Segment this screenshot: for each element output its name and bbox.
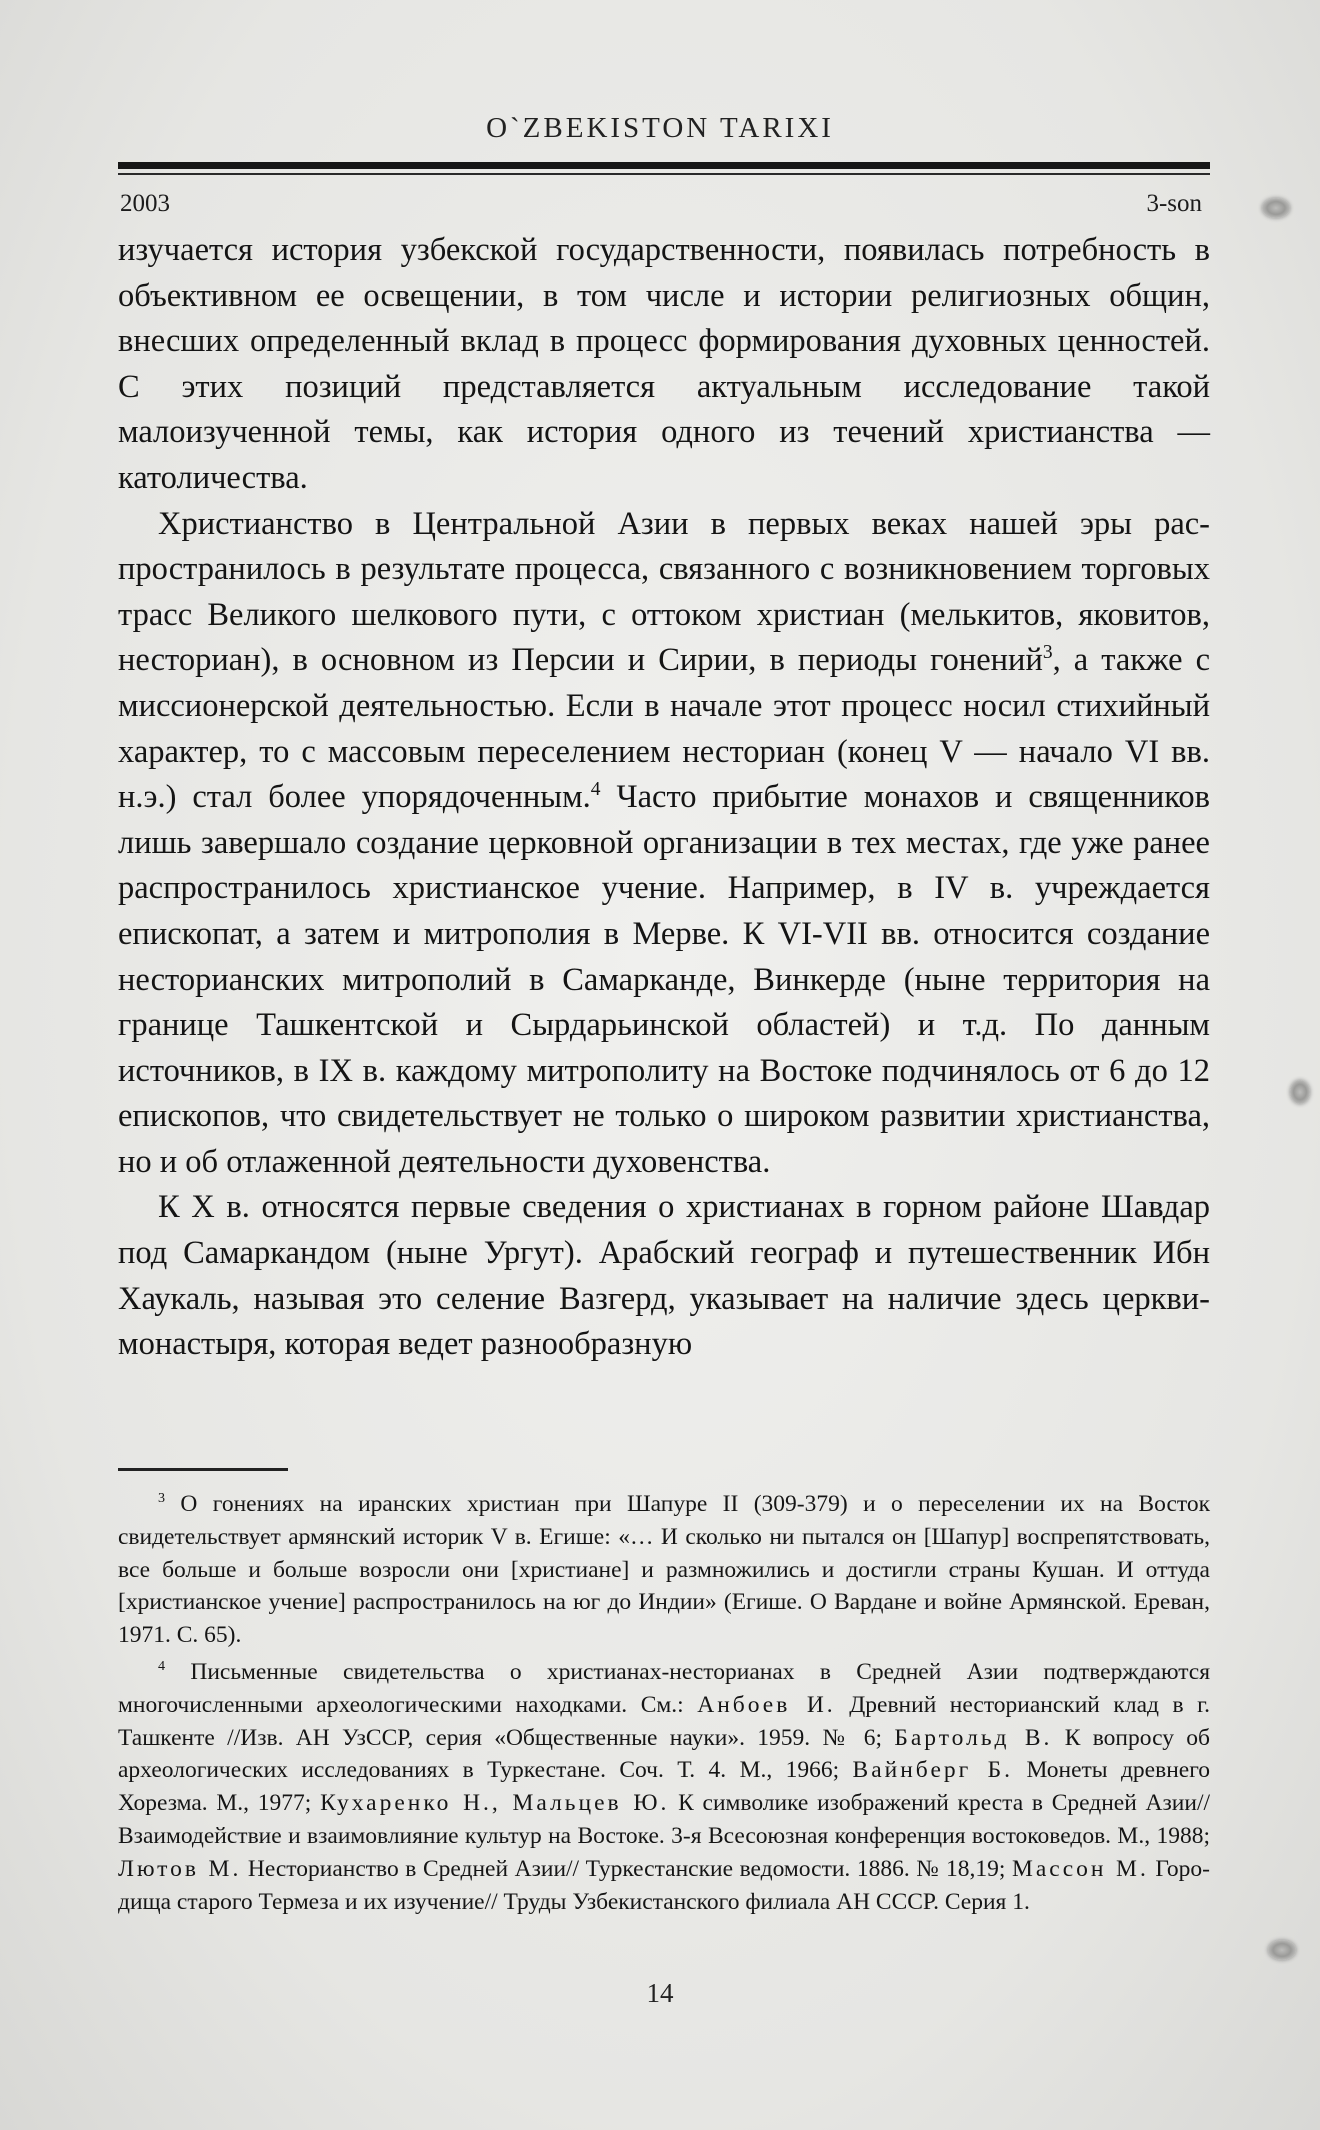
footnote-ref-3: 3 <box>1042 642 1053 664</box>
footnote-4-author-1: Анбоев И. <box>697 1691 836 1718</box>
footnote-4-text-4: Монеты древнего Хорезма. М., 1977; <box>118 1757 1211 1817</box>
footnote-4-text-6: Несторианство в Средней Азии// Туркестанские ведомости. 1886. № 18,19; <box>241 1855 1012 1882</box>
footnote-4-text-2: Древний несторианский клад в г. Ташкенте //Изв. АН УзССР, серия «Общественные науки». 1959. № 6; <box>118 1691 1210 1751</box>
footnote-4-author-3: Вайнберг Б. <box>852 1757 1014 1784</box>
issue-number: 3-son <box>1146 190 1202 217</box>
footnote-4-marker: 4 <box>158 1658 166 1675</box>
binding-hole-middle <box>1290 1080 1310 1104</box>
footnote-4-text-1: Письменные свидетельства о христианах-несторианах в Средней Азии подтверждаются многочисленными археологическими находками. См.: <box>118 1658 1210 1718</box>
footnote-3 <box>118 1488 1210 1652</box>
paragraph-2-text-b: , а также с миссионерской деятельностью. Если в начале этот процесс носил стихийный характер, то с массовым переселением несториан (конец V — начало VI вв. н.э.) стал более упорядоченным. <box>118 642 1210 816</box>
footnote-4-author-5: Лютов М. <box>118 1855 242 1882</box>
footnote-4-text-5: К символике изображений креста в Средней Азии// Взаимодействие и взаимовлияние культур на Востоке. 3-я Всесоюзная конференция востоковедов. М., 1988; <box>118 1790 1210 1849</box>
footnote-3-marker: 3 <box>158 1490 166 1507</box>
paragraph-3: К X в. относятся первые сведения о христианах в горном районе Шавдар под Самаркандом (ныне Ургут). Арабский географ и путешественник Ибн Хаукаль, называя это селение Вазгерд, указывает на наличие здесь церкви-монастыря, которая ведет разнообразную <box>118 1189 1210 1363</box>
footnote-ref-4: 4 <box>590 779 601 801</box>
footnote-4-author-6: Массон М. <box>1011 1855 1149 1882</box>
journal-title: O`ZBEKISTON TARIXI <box>486 112 834 144</box>
paragraph-2-text-c: Часто прибытие монахов и священников лишь завершало создание церковной организации в тех местах, где уже ранее распространилось христианское учение. Например, в IV в. учреждается епископат, а затем и митрополия в Мерве. К VI-VII вв. относится создание несторианских митрополий в Самарканде, Винкерде (ныне территория на границе Ташкентской и Сырдарьинской областей) и т.д. По данным источников, в IX в. каждому митрополиту на Востоке подчинялось от 6 до 12 епископов, что свидетельствует не только о широком развитии христианства, но и об отлаженной деятельности духовенства. <box>118 779 1210 1180</box>
header-rule-thick <box>118 162 1210 169</box>
footnote-separator <box>118 1468 288 1471</box>
footnote-4-author-2: Бартольд В. <box>894 1724 1053 1751</box>
paragraph-1: изучается история узбекской государственности, появилась потребность в объективном ее освещении, в том числе и истории религиозных общин, внесших определенный вклад в процесс формирования духовных ценностей. С этих позиций представляется актуальным исследование такой малоизученной темы, как история одного из течений христианства — католичества. <box>118 232 1210 496</box>
footnote-4 <box>118 1656 1210 1918</box>
binding-hole-bottom <box>1268 1940 1296 1960</box>
issue-year: 2003 <box>120 190 170 217</box>
footnote-4-text-7: Городища старого Термеза и их изучение// Труды Узбекистанского филиала АН СССР. Серия 1. <box>118 1855 1210 1915</box>
binding-hole-top <box>1262 198 1290 218</box>
footnotes <box>118 1488 1210 1918</box>
footnote-3-text: О гонениях на иранских христиан при Шапуре II (309-379) и о переселении их на Восток свидетельствует армянский историк V в. Егише: «… И сколько ни пытался он [Шапур] воспрепятствовать, все больше и больше возросли они [христиане] и размножились и достигли страны Кушан. И оттуда [христианское учение] распространилось на юг до Индии» (Егише. О Вардане и войне Армянской. Ереван, 1971. С. 65). <box>118 1491 1210 1649</box>
footnote-4-author-4: Кухаренко Н., Мальцев Ю. <box>320 1790 670 1817</box>
header-rule-thin <box>118 173 1210 175</box>
paragraph-2 <box>118 502 1210 1186</box>
main-text <box>118 228 1210 1368</box>
page-number: 14 <box>646 1978 674 2008</box>
paragraph-2-text-a: Христианство в Центральной Азии в первых веках нашей эры распространилось в результате процесса, связанного с возникновением торговых трасс Великого шелкового пути, с оттоком христиан (мелькитов, яковитов, несториан), в основном из Персии и Сирии, в периоды гонений <box>118 505 1210 679</box>
footnote-4-text-3: К вопросу об археологических исследованиях в Туркестане. Соч. Т. 4. М., 1966; <box>118 1724 1211 1784</box>
